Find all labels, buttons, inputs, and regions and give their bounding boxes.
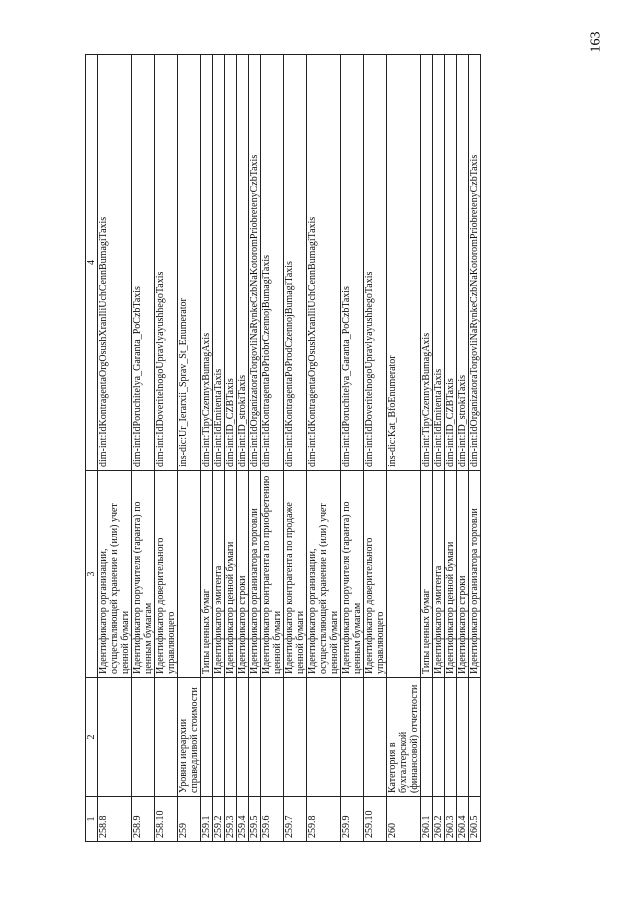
row-name-cell	[225, 678, 237, 797]
row-description-cell	[387, 471, 421, 678]
row-number-cell: 260.5	[469, 797, 481, 842]
row-description-cell: Идентификатор организации, осуществляющей хранение и (или) учет ценной бумаги	[307, 471, 341, 678]
row-code-cell: dim-int:IdDoveritelnogoUpravlyayushhegoTaxis	[364, 55, 387, 471]
row-code-cell: dim-int:IdKontragentaOrgOsushXranIliUchCennBumagiTaxis	[98, 55, 132, 471]
header-col-4: 4	[86, 55, 98, 471]
row-name-cell	[98, 678, 132, 797]
row-code-cell: dim-int:IdOrganizatoraTorgovliNaRynkeCzbNaKotoromPriobretenyCzbTaxis	[249, 55, 261, 471]
row-code-cell: dim-int:ID_strokiTaxis	[237, 55, 249, 471]
table-row	[387, 55, 421, 842]
row-number-cell: 259.5	[249, 797, 261, 842]
row-description-cell: Типы ценных бумаг	[421, 471, 433, 678]
row-code-cell: ins-dic:Ur_Ierarxii_Sprav_St_Enumerator	[178, 55, 201, 471]
row-code-cell: dim-int:ID_CZBTaxis	[445, 55, 457, 471]
row-name-cell	[421, 678, 433, 797]
row-description-cell: Идентификатор организатора торговли	[469, 471, 481, 678]
header-col-2: 2	[86, 678, 98, 797]
row-code-cell: dim-int:ID_CZBTaxis	[225, 55, 237, 471]
row-code-cell: dim-int:IdPoruchitelya_Garanta_PoCzbTaxis	[341, 55, 364, 471]
row-number-cell: 259.4	[237, 797, 249, 842]
row-name-cell	[132, 678, 155, 797]
row-number-cell: 260.2	[433, 797, 445, 842]
row-name-cell	[469, 678, 481, 797]
row-description-cell: Идентификатор строки	[237, 471, 249, 678]
row-number-cell: 259.6	[261, 797, 284, 842]
row-description-cell: Идентификатор контрагента по приобретению ценной бумаги	[261, 471, 284, 678]
row-name-cell	[307, 678, 341, 797]
table-row	[98, 55, 132, 842]
table-body	[98, 55, 481, 842]
row-description-cell: Типы ценных бумаг	[201, 471, 213, 678]
table-row	[433, 55, 445, 842]
row-description-cell: Идентификатор ценной бумаги	[225, 471, 237, 678]
table-row	[307, 55, 341, 842]
row-code-cell: dim-int:ID_strokiTaxis	[457, 55, 469, 471]
row-number-cell: 259.8	[307, 797, 341, 842]
row-description-cell: Идентификатор доверительного управляющего	[155, 471, 178, 678]
row-number-cell: 260.1	[421, 797, 433, 842]
table-row	[249, 55, 261, 842]
row-name-cell	[237, 678, 249, 797]
table-row	[237, 55, 249, 842]
table-row	[445, 55, 457, 842]
row-name-cell	[445, 678, 457, 797]
row-name-cell	[364, 678, 387, 797]
row-name-cell	[341, 678, 364, 797]
row-code-cell: dim-int:IdDoveritelnogoUpravlyayushhegoTaxis	[155, 55, 178, 471]
row-name-cell	[457, 678, 469, 797]
row-number-cell: 259.9	[341, 797, 364, 842]
row-code-cell: dim-int:IdPoruchitelya_Garanta_PoCzbTaxis	[132, 55, 155, 471]
row-code-cell: ins-dic:Kat_BfoEnumerator	[387, 55, 421, 471]
table-row	[341, 55, 364, 842]
table-row	[225, 55, 237, 842]
row-name-cell	[249, 678, 261, 797]
table-row	[284, 55, 307, 842]
row-code-cell: dim-int:IdEmitentaTaxis	[213, 55, 225, 471]
row-description-cell: Идентификатор эмитента	[213, 471, 225, 678]
row-number-cell: 259.7	[284, 797, 307, 842]
table-header-row	[86, 55, 98, 842]
row-number-cell: 259.10	[364, 797, 387, 842]
rotated-table-container	[85, 54, 580, 842]
row-code-cell: dim-int:IdKontragentaPoPriobrCzennojBumagiTaxis	[261, 55, 284, 471]
row-description-cell: Идентификатор организации, осуществляющей хранение и (или) учет ценной бумаги	[98, 471, 132, 678]
row-number-cell: 260.3	[445, 797, 457, 842]
row-description-cell: Идентификатор организатора торговли	[249, 471, 261, 678]
row-name-cell	[213, 678, 225, 797]
row-number-cell: 260	[387, 797, 421, 842]
row-code-cell: dim-int:TipyCzennyxBumagAxis	[201, 55, 213, 471]
row-code-cell: dim-int:IdKontragentaOrgOsushXranIliUchCennBumagiTaxis	[307, 55, 341, 471]
taxonomy-table	[85, 54, 481, 842]
row-description-cell: Идентификатор контрагента по продаже ценной бумаги	[284, 471, 307, 678]
row-description-cell: Идентификатор доверительного управляющего	[364, 471, 387, 678]
row-description-cell: Идентификатор поручителя (гаранта) по ценным бумагам	[132, 471, 155, 678]
row-number-cell: 258.9	[132, 797, 155, 842]
row-number-cell: 260.4	[457, 797, 469, 842]
table-row	[178, 55, 201, 842]
row-name-cell	[433, 678, 445, 797]
table-row	[469, 55, 481, 842]
table-row	[201, 55, 213, 842]
row-number-cell: 258.10	[155, 797, 178, 842]
row-description-cell: Идентификатор строки	[457, 471, 469, 678]
table-row	[364, 55, 387, 842]
row-description-cell: Идентификатор эмитента	[433, 471, 445, 678]
row-name-cell: Категория в бухгалтерской (финансовой) отчетности	[387, 678, 421, 797]
table-row	[213, 55, 225, 842]
table-row	[457, 55, 469, 842]
row-code-cell: dim-int:IdOrganizatoraTorgovliNaRynkeCzbNaKotoromPriobretenyCzbTaxis	[469, 55, 481, 471]
row-description-cell	[178, 471, 201, 678]
row-code-cell: dim-int:IdKontragentaPoProdCzennojBumagiTaxis	[284, 55, 307, 471]
row-name-cell	[201, 678, 213, 797]
row-description-cell: Идентификатор ценной бумаги	[445, 471, 457, 678]
row-number-cell: 258.8	[98, 797, 132, 842]
row-code-cell: dim-int:TipyCzennyxBumagAxis	[421, 55, 433, 471]
header-col-3: 3	[86, 471, 98, 678]
table-row	[261, 55, 284, 842]
table-row	[421, 55, 433, 842]
row-code-cell: dim-int:IdEmitentaTaxis	[433, 55, 445, 471]
row-number-cell: 259.2	[213, 797, 225, 842]
row-number-cell: 259.1	[201, 797, 213, 842]
row-name-cell	[261, 678, 284, 797]
row-number-cell: 259	[178, 797, 201, 842]
page-number: 163	[588, 31, 604, 53]
row-name-cell	[284, 678, 307, 797]
row-name-cell	[155, 678, 178, 797]
table-row	[132, 55, 155, 842]
row-description-cell: Идентификатор поручителя (гаранта) по ценным бумагам	[341, 471, 364, 678]
row-number-cell: 259.3	[225, 797, 237, 842]
table-row	[155, 55, 178, 842]
row-name-cell: Уровни иерархии справедливой стоимости	[178, 678, 201, 797]
header-col-1: 1	[86, 797, 98, 842]
